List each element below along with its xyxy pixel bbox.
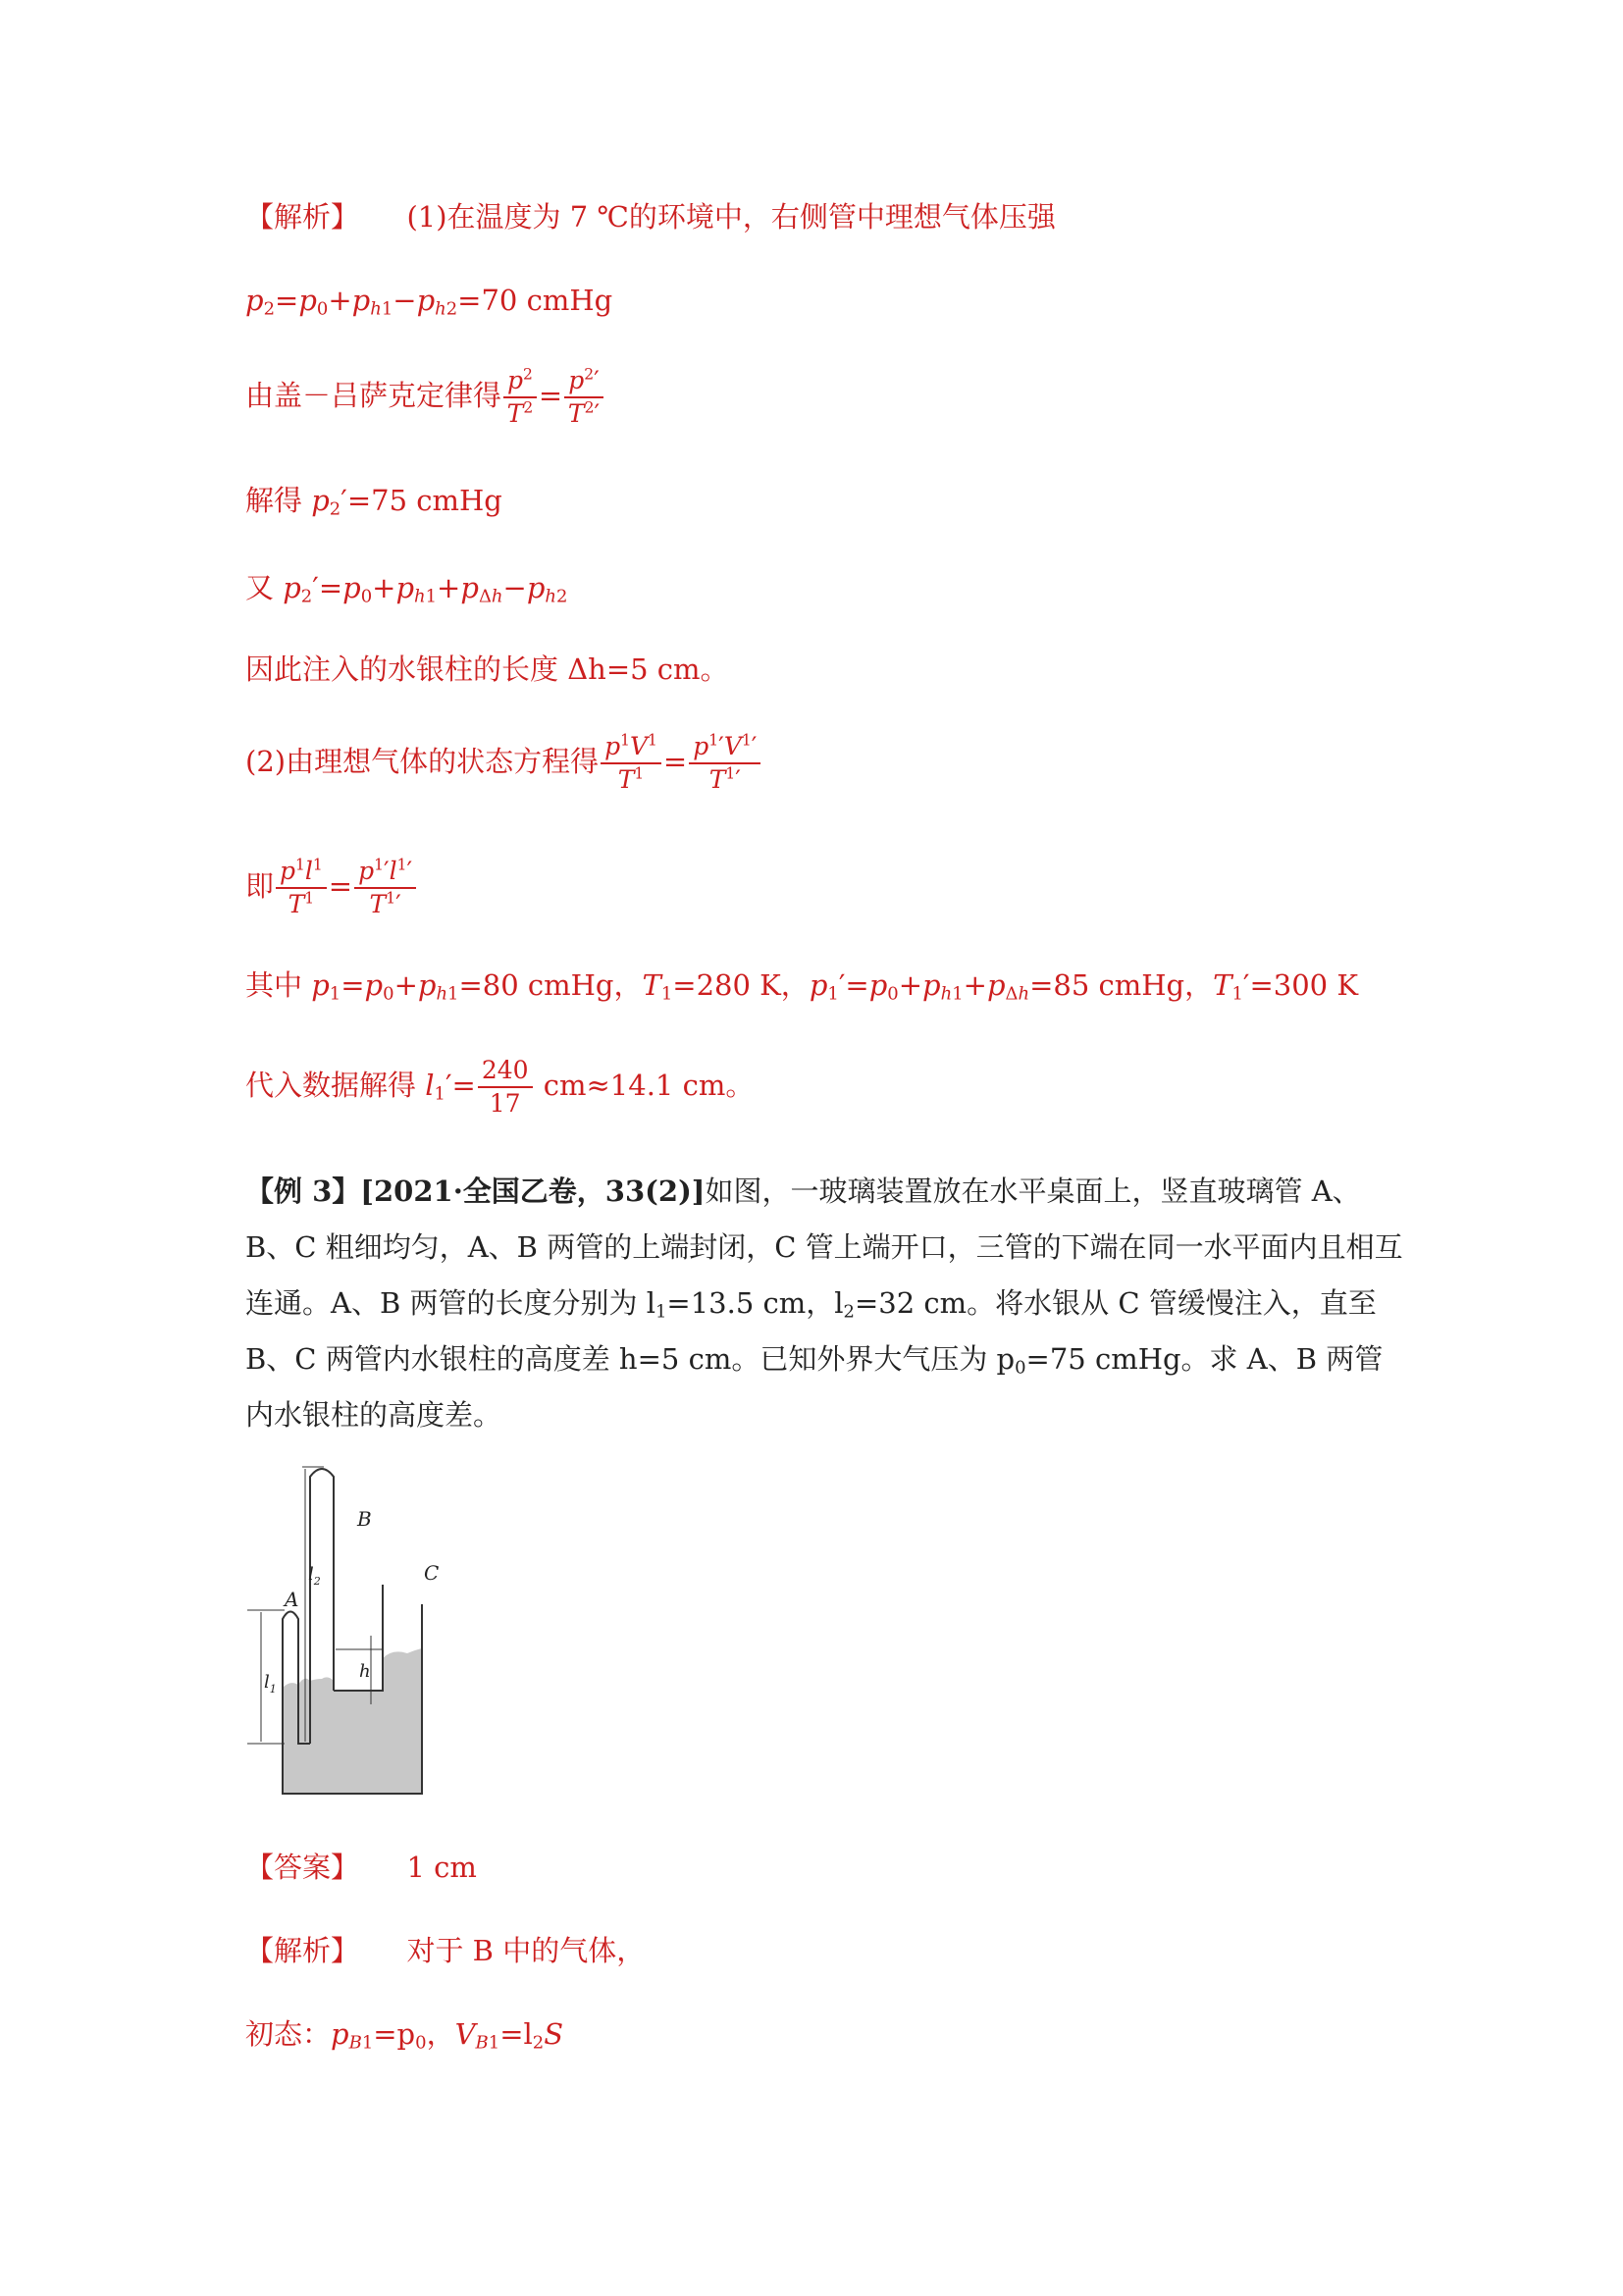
- example3-text-1: 如图，一玻璃装置放在水平桌面上，竖直玻璃管 A、B、C 粗细均匀，A、B 两管的上端封闭，C 管上端开口，三管的下端在同一水平面内且相互连通。A、B 两管的长度分别为 l: [245, 1174, 1403, 1320]
- substitute-prefix: 代入数据解得: [245, 1069, 426, 1102]
- solve-p2p-line: 解得 $p_2'=75$ cmHg: [245, 484, 502, 520]
- where-line: 其中 $p_1=p_0+p_{h1}=80$ cmHg，$T_1=280$ K，$p_1'=p_0+p_{h1}+p_{\Delta h}=85$ cmHg，$T_1'=300$ K: [245, 968, 1359, 1005]
- also-prefix: 又: [245, 571, 284, 604]
- label-l1: $l_1$: [264, 1672, 277, 1696]
- where-T1p-value: =300 K: [1249, 968, 1359, 1002]
- tube-c: [334, 1585, 383, 1691]
- example3-text-3: =32 cm。将水银从 C 管缓慢注入，直至 B、C 两管内水银柱的高度差 h=5 cm。已知外界大气压为 p: [245, 1286, 1377, 1376]
- ideal-gas-line: (2)由理想气体的状态方程得 $\frac{p^1V^1}{T^1}$ = $\frac{p^1'V^1'}{T^1'}$: [245, 731, 762, 796]
- ideal-gas-text: (2)由理想气体的状态方程得: [245, 745, 600, 778]
- solution-intro-line: [245, 199, 1056, 235]
- result-numerator: 240: [478, 1055, 533, 1088]
- result-fraction: [478, 1055, 533, 1120]
- initial-state-line: 初态：$p_{B1}=p_0$，$V_{B1}=l_2S$: [245, 2017, 564, 2054]
- fraction-p1pl1p-T1p: $\frac{p^1'l^1'}{T^1'}$: [354, 856, 416, 920]
- solve-prefix: 解得: [245, 484, 312, 517]
- fraction-p2p-T2p: $\frac{p^2'}{T^2'}$: [564, 365, 603, 430]
- initial-prefix: 初态：: [245, 2017, 332, 2051]
- solution-tag: 【解析】: [245, 200, 360, 234]
- result-suffix: cm≈14.1 cm。: [534, 1069, 755, 1102]
- also-line: 又 $p_2'=p_0+p_{h1}+p_{\Delta h}-p_{h2}$: [245, 571, 568, 607]
- label-a: A: [285, 1588, 299, 1611]
- glass-apparatus-figure: [245, 1457, 451, 1805]
- fraction-p1V1-T1: $\frac{p^1V^1}{T^1}$: [601, 731, 661, 796]
- substitute-line: 代入数据解得 $l_1'=$ $\frac{240}{17}$ cm≈14.1 cm。: [245, 1056, 755, 1118]
- ie-text: 即: [245, 869, 275, 903]
- initial-suffix: S: [544, 2017, 564, 2051]
- ie-line: 即 $\frac{p^1l^1}{T^1}$ = $\frac{p^1'l^1'}{T^1'}$: [245, 856, 418, 920]
- label-b: B: [357, 1507, 372, 1531]
- example3-source: [2021·全国乙卷，33(2)]: [360, 1174, 706, 1208]
- fraction-p2-T2: $\frac{p^2}{T^2}$: [503, 365, 537, 430]
- solve-value: =75 cmHg: [346, 484, 502, 517]
- label-h: h: [359, 1661, 371, 1682]
- label-c: C: [424, 1561, 440, 1585]
- where-T1-value: =280 K，: [672, 968, 810, 1002]
- equation-p2-value: =70 cmHg: [457, 284, 613, 317]
- solution2-line: [245, 1933, 645, 1968]
- gay-lussac-line: 由盖－吕萨克定律得 $\frac{p^2}{T^2}$ = $\frac{p^2'}{T^2'}$: [245, 365, 605, 430]
- initial-eq1: =p: [373, 2017, 416, 2051]
- therefore-line: 因此注入的水银柱的长度 Δh=5 cm。: [245, 652, 729, 686]
- example3-statement: 【例 3】[2021·全国乙卷，33(2)]如图，一玻璃装置放在水平桌面上，竖直玻璃管 A、B、C 粗细均匀，A、B 两管的上端封闭，C 管上端开口，三管的下端在同一水平面内且相互连通。A、B 两管的长度分别为 $l_1=13.5$ cm，$l_2=32$ cm。将水银从 C 管缓慢注入，直至 B、C 两管内水银柱的高度差 h=5 cm。已知外界大气压为 $p_0=75$ cmHg。求 A、B 两管内水银柱的高度差。: [245, 1174, 1403, 1432]
- example3-text-2: =13.5 cm，l: [666, 1286, 844, 1320]
- equation-p2: $p_2=p_0+p_{h1}-p_{h2}=70$ cmHg: [245, 284, 613, 320]
- fraction-p1l1-T1: $\frac{p^1l^1}{T^1}$: [276, 856, 327, 920]
- gay-lussac-text: 由盖－吕萨克定律得: [245, 379, 502, 412]
- fraction-p1pV1p-T1p: $\frac{p^1'V^1'}{T^1'}$: [689, 731, 760, 796]
- example3-label: 【例 3】: [245, 1174, 361, 1208]
- mercury-fill: [283, 1648, 422, 1794]
- answer-tag: 【答案】: [245, 1851, 360, 1884]
- where-p1p-value: =85 cmHg，: [1029, 968, 1214, 1002]
- result-denominator: 17: [489, 1089, 521, 1118]
- example3-text-4: =75 cmHg。求 A、B 两管内水银柱的高度差。: [245, 1342, 1384, 1432]
- solution-intro-text: (1)在温度为 7 ℃的环境中，右侧管中理想气体压强: [406, 200, 1056, 234]
- where-p1-value: =80 cmHg，: [458, 968, 643, 1002]
- solution2-text: 对于 B 中的气体，: [406, 1934, 646, 1967]
- solution2-tag: 【解析】: [245, 1934, 360, 1967]
- initial-eq2: =l: [499, 2017, 533, 2051]
- initial-sep: ，: [426, 2017, 455, 2051]
- label-l2: $l_2$: [308, 1564, 321, 1588]
- where-prefix: 其中: [245, 968, 312, 1002]
- answer-value: 1 cm: [406, 1851, 477, 1884]
- answer-line: [245, 1850, 477, 1885]
